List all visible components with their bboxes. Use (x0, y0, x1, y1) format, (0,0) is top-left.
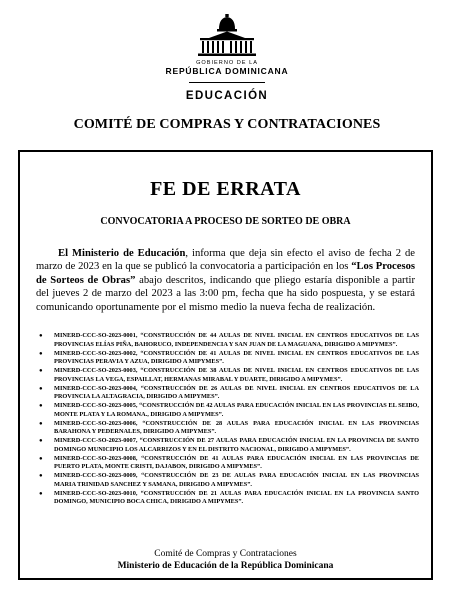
body-bold-processes: “Los Procesos de Sorteos de Obras” (36, 261, 415, 286)
bullet-icon: ● (39, 385, 43, 392)
list-item: ● MINERD-CCC-SO-2023-0006, “CONSTRUCCIÓN DE 28 AULAS PARA EDUCACIÓN INICIAL EN LAS PROVINCIAS BARAHONA Y PEDERNALES, DIRIGIDO A MIPYMES”. (39, 419, 419, 436)
committee-heading: COMITÉ DE COMPRAS Y CONTRATACIONES (73, 117, 381, 132)
bullet-icon: ● (39, 490, 43, 497)
notice-body (36, 247, 415, 314)
list-item: ● MINERD-CCC-SO-2023-0010, “CONSTRUCCIÓN DE 21 AULAS PARA EDUCACIÓN INICIAL EN LA PROVINCIA SANTO DOMINGO, MUNICIPIO BOCA CHICA, DIRIGIDO A MIPYMES”. (39, 489, 419, 506)
signature-ministry: Ministerio de Educación de la República Dominicana (117, 561, 334, 571)
bullet-icon: ● (39, 403, 43, 409)
body-text-1: , informa que deja sin efecto el aviso de fecha 2 de marzo de 2023 en la que se publicó la convocatoria a participación en los (36, 248, 415, 273)
process-list (34, 332, 419, 507)
gov-line2: REPÚBLICA DOMINICANA (165, 66, 289, 76)
list-item: ● MINERD-CCC-SO-2023-0008, “CONSTRUCCIÓN DE 41 AULAS PARA EDUCACIÓN INICIAL EN LAS PROVINCIAS DE PUERTO PLATA, MONTE CRISTI, DAJABON, DIRIGIDO A MIPYMES”. (39, 454, 419, 471)
notice-subtitle: CONVOCATORIA A PROCESO DE SORTEO DE OBRA (100, 216, 351, 227)
body-text-2: abajo descritos, indicando que pliego estaría disponible a partir del jueves 2 de marzo del 2023 a las 3:00 pm, fecha que ha sido pospuesta, y se estará comunicando oportunamente por el mismo medio la nueva fecha de realización. (36, 274, 415, 313)
bullet-icon: ● (39, 333, 43, 339)
body-bold-ministry: El Ministerio de Educación (58, 248, 186, 259)
list-item: ● MINERD-CCC-SO-2023-0004, “CONSTRUCCIÓN DE 26 AULAS DE NIVEL INICIAL EN CENTROS EDUCATIVOS DE LA PROVINCIA LA ALTAGRACIA, DIRIGIDO A MIPYMES”. (39, 384, 419, 401)
list-item: ● MINERD-CCC-SO-2023-0003, “CONSTRUCCIÓN DE 38 AULAS DE NIVEL INICIAL EN CENTROS EDUCATIVOS DE LAS PROVINCIAS LA VEGA, ESPAILLAT, HERMANAS MIRABAL Y DUARTE, DIRIGIDO A MIPYMES”. (39, 367, 419, 383)
bullet-icon: ● (39, 455, 43, 462)
ministry-name: EDUCACIÓN (185, 90, 269, 102)
notice-title: FE DE ERRATA (150, 178, 301, 200)
list-item: ● MINERD-CCC-SO-2023-0001, “CONSTRUCCIÓN DE 44 AULAS DE NIVEL INICIAL EN CENTROS EDUCATIVOS DE LAS PROVINCIAS ELÍAS PIÑA, BAHORUCO, INDEPENDENCIA Y SAN JUAN DE LA MAGUANA, DIRIGIDO A MIPYMES”. (39, 332, 419, 348)
bullet-icon: ● (39, 473, 43, 479)
list-item: ● MINERD-CCC-SO-2023-0009, “CONSTRUCCIÓN DE 23 DE AULAS PARA EDUCACIÓN INICIAL EN LAS PROVINCIAS MARIA TRINIDAD SANCHEZ Y SAMANA, DIRIGIDO A MIPYMES”. (39, 472, 419, 488)
bullet-icon: ● (39, 420, 43, 427)
gov-line1: GOBIERNO DE LA (196, 60, 258, 66)
list-item: ● MINERD-CCC-SO-2023-0007, “CONSTRUCCIÓN DE 27 AULAS PARA EDUCACIÓN INICIAL EN LA PROVINCIA DE SANTO DOMINGO MUNICIPIO LOS ALCARRIZOS Y EN EL DISTRITO NACIONAL, DIRIGIDO A MIPYMES”. (39, 437, 419, 453)
notice-box (18, 150, 433, 580)
header-divider (189, 82, 265, 83)
bullet-icon: ● (39, 350, 43, 357)
national-palace-icon (197, 14, 257, 58)
list-item: ● MINERD-CCC-SO-2023-0002, “CONSTRUCCIÓN DE 41 AULAS DE NIVEL INICIAL EN CENTROS EDUCATIVOS DE LAS PROVINCIAS PERAVIA Y AZUA, DIRIGIDO A MIPYMES”. (39, 349, 419, 366)
bullet-icon: ● (39, 438, 43, 444)
signature-committee: Comité de Compras y Contrataciones (154, 549, 297, 559)
list-item: ● MINERD-CCC-SO-2023-0005, “CONSTRUCCIÓN DE 42 AULAS PARA EDUCACIÓN INICIAL EN LAS PROVINCIAS EL SEIBO, MONTE PLATA Y LA ROMANA., DIRIGIDO A MIPYMES”. (39, 402, 419, 418)
bullet-icon: ● (39, 368, 43, 374)
